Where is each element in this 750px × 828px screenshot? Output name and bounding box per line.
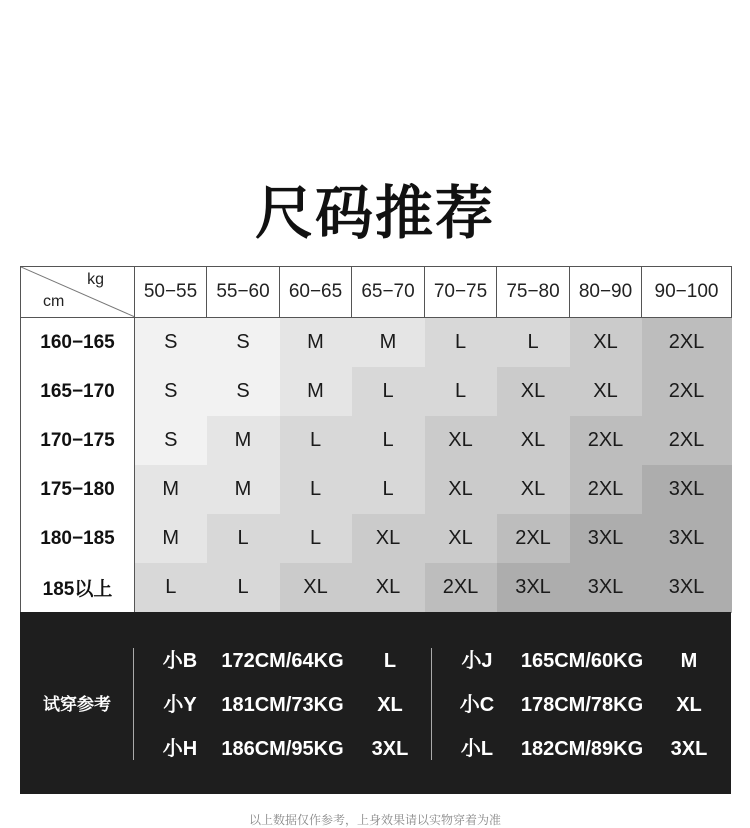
- size-cell: 3XL: [642, 465, 732, 514]
- reference-stats: 181CM/73KG: [221, 694, 344, 716]
- size-cell: 2XL: [497, 514, 570, 563]
- size-cell: L: [497, 318, 570, 368]
- size-cell: L: [135, 563, 207, 613]
- size-cell: M: [207, 416, 280, 465]
- weight-column-header: 60−65: [280, 267, 352, 318]
- size-cell: 2XL: [425, 563, 497, 613]
- size-cell: L: [207, 514, 280, 563]
- size-cell: 3XL: [570, 514, 642, 563]
- size-cell: L: [425, 367, 497, 416]
- divider-middle: [431, 648, 432, 760]
- reference-stats: 186CM/95KG: [221, 738, 344, 760]
- weight-unit-label: kg: [87, 271, 104, 288]
- size-cell: 3XL: [642, 514, 732, 563]
- reference-stats: 172CM/64KG: [221, 650, 344, 672]
- size-cell: 2XL: [642, 367, 732, 416]
- size-cell: S: [207, 318, 280, 368]
- weight-column-header: 50−55: [135, 267, 207, 318]
- size-cell: XL: [497, 465, 570, 514]
- size-row: [21, 514, 732, 563]
- size-cell: XL: [352, 514, 425, 563]
- size-cell: L: [352, 465, 425, 514]
- weight-column-header: 65−70: [352, 267, 425, 318]
- diagonal-line: [21, 267, 135, 317]
- size-cell: XL: [425, 514, 497, 563]
- size-cell: 2XL: [570, 416, 642, 465]
- size-cell: 2XL: [642, 318, 732, 368]
- page-title: 尺码推荐: [254, 179, 495, 247]
- size-cell: L: [207, 563, 280, 613]
- corner-cell: [21, 267, 135, 318]
- reference-size: L: [383, 650, 397, 672]
- reference-name: 小Y: [163, 694, 197, 716]
- height-range-label: 170−175: [21, 416, 135, 465]
- size-cell: XL: [280, 563, 352, 613]
- size-cell: S: [207, 367, 280, 416]
- size-cell: 3XL: [642, 563, 732, 613]
- fitting-reference-panel: [20, 612, 731, 794]
- reference-size: XL: [676, 694, 702, 716]
- weight-column-header: 75−80: [497, 267, 570, 318]
- fitting-reference-title: 试穿参考: [43, 695, 111, 715]
- reference-name: 小H: [162, 738, 198, 760]
- size-cell: L: [280, 514, 352, 563]
- reference-stats: 182CM/89KG: [520, 738, 644, 760]
- size-cell: XL: [425, 416, 497, 465]
- size-cell: XL: [425, 465, 497, 514]
- height-range-label: 185以上: [21, 563, 135, 613]
- divider-left: [133, 648, 134, 760]
- size-cell: M: [135, 465, 207, 514]
- height-range-label: 160−165: [21, 318, 135, 368]
- height-unit-label: cm: [43, 293, 65, 310]
- size-cell: L: [352, 416, 425, 465]
- weight-column-header: 70−75: [425, 267, 497, 318]
- size-cell: M: [280, 318, 352, 368]
- size-cell: 2XL: [642, 416, 732, 465]
- size-cell: S: [135, 416, 207, 465]
- weight-column-header: 90−100: [642, 267, 732, 318]
- reference-name: 小L: [460, 738, 494, 760]
- size-row: [21, 318, 732, 368]
- weight-column-header: 80−90: [570, 267, 642, 318]
- size-cell: M: [207, 465, 280, 514]
- size-row: [21, 367, 732, 416]
- size-cell: 3XL: [570, 563, 642, 613]
- reference-name: 小C: [459, 694, 495, 716]
- reference-size: 3XL: [670, 738, 708, 760]
- size-cell: XL: [352, 563, 425, 613]
- size-cell: M: [280, 367, 352, 416]
- size-row: [21, 563, 732, 613]
- size-cell: XL: [570, 367, 642, 416]
- weight-header-row: [21, 267, 732, 318]
- size-cell: S: [135, 318, 207, 368]
- height-range-label: 175−180: [21, 465, 135, 514]
- weight-column-header: 55−60: [207, 267, 280, 318]
- size-cell: M: [352, 318, 425, 368]
- size-cell: L: [280, 465, 352, 514]
- size-chart-table: [20, 266, 732, 613]
- size-cell: M: [135, 514, 207, 563]
- size-cell: XL: [497, 416, 570, 465]
- disclaimer-text: 以上数据仅作参考，上身效果请以实物穿着为准: [248, 813, 501, 827]
- reference-size: XL: [377, 694, 403, 716]
- size-cell: XL: [497, 367, 570, 416]
- reference-name: 小B: [162, 650, 198, 672]
- size-cell: 2XL: [570, 465, 642, 514]
- height-range-label: 165−170: [21, 367, 135, 416]
- size-cell: 3XL: [497, 563, 570, 613]
- size-cell: XL: [570, 318, 642, 368]
- reference-name: 小J: [461, 650, 493, 672]
- reference-size: M: [680, 650, 698, 672]
- size-cell: L: [280, 416, 352, 465]
- size-row: [21, 465, 732, 514]
- reference-stats: 178CM/78KG: [520, 694, 644, 716]
- size-cell: L: [352, 367, 425, 416]
- reference-stats: 165CM/60KG: [520, 650, 644, 672]
- size-cell: S: [135, 367, 207, 416]
- size-cell: L: [425, 318, 497, 368]
- reference-size: 3XL: [371, 738, 409, 760]
- height-range-label: 180−185: [21, 514, 135, 563]
- size-row: [21, 416, 732, 465]
